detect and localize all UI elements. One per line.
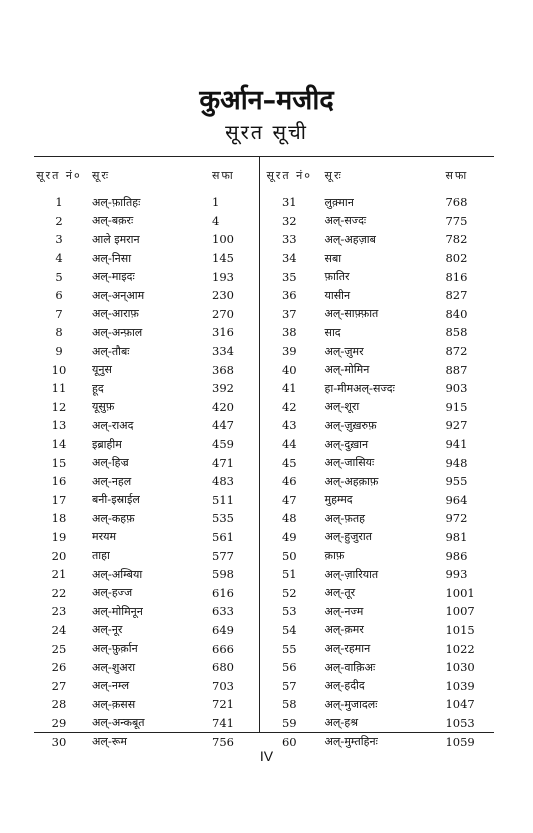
- table-row: [34, 546, 258, 565]
- surah-name: अल्-हिज्र: [92, 456, 129, 470]
- surah-page: 972: [445, 511, 468, 526]
- table-row: [34, 267, 258, 286]
- surah-name: अल्-रूम: [92, 735, 127, 749]
- surah-name: अल्-अहज़ाब: [324, 232, 376, 246]
- surah-name: अल्-अम्बिया: [92, 567, 143, 581]
- surah-page: 986: [445, 548, 468, 563]
- surah-page: 1022: [445, 641, 475, 656]
- surah-number: 34: [281, 251, 297, 266]
- table-row: [34, 286, 258, 305]
- surah-number: 52: [281, 585, 297, 600]
- header-name: सूरः: [324, 168, 343, 182]
- surah-page: 666: [212, 641, 234, 656]
- table-row: [34, 602, 258, 621]
- surah-name: अल्-फ़ुर्क़ान: [92, 642, 138, 656]
- surah-page: 703: [212, 678, 234, 693]
- surah-page: 483: [212, 474, 234, 489]
- surah-number: 59: [281, 715, 297, 730]
- page-title: कुर्आन–मजीद: [199, 85, 334, 116]
- surah-number: 41: [281, 381, 297, 396]
- surah-page: 802: [445, 251, 468, 266]
- surah-number: 58: [281, 697, 297, 712]
- surah-name: मुहम्मद: [324, 493, 353, 507]
- surah-name: अल्-बक़रः: [92, 214, 134, 228]
- surah-page: 447: [212, 418, 234, 433]
- surah-page: 616: [212, 585, 234, 600]
- surah-number: 50: [281, 548, 297, 563]
- surah-number: 9: [55, 344, 63, 359]
- surah-number: 38: [281, 325, 297, 340]
- surah-page: 392: [212, 381, 234, 396]
- table-row: [262, 360, 494, 379]
- table-row: [34, 416, 258, 435]
- table-row: [34, 639, 258, 658]
- table-row: [34, 323, 258, 342]
- surah-page: 334: [212, 344, 234, 359]
- header-page: सफा: [212, 168, 235, 182]
- surah-page: 577: [212, 548, 234, 563]
- table-row: [34, 714, 258, 733]
- header-gap: [262, 186, 494, 193]
- surah-number: 23: [51, 604, 67, 619]
- surah-number: 4: [55, 251, 63, 266]
- surah-name: अल्-हश्र: [324, 716, 358, 730]
- table-row: [262, 491, 494, 510]
- surah-page: 721: [212, 697, 234, 712]
- surah-number: 29: [51, 715, 67, 730]
- surah-name: आले इमरान: [92, 232, 140, 246]
- surah-number: 32: [281, 213, 297, 228]
- surah-number: 10: [51, 362, 67, 377]
- surah-name: अल्-रहमान: [324, 642, 371, 656]
- surah-page: 459: [212, 437, 234, 452]
- surah-number: 53: [281, 604, 297, 619]
- surah-number: 25: [51, 641, 67, 656]
- table-row: [34, 528, 258, 547]
- table-row: [262, 193, 494, 212]
- surah-page: 193: [212, 269, 234, 284]
- surah-number: 45: [281, 455, 297, 470]
- surah-number: 37: [281, 306, 297, 321]
- surah-name: बनी-इस्राईल: [92, 493, 140, 507]
- surah-number: 47: [281, 492, 297, 507]
- table-row: [262, 249, 494, 268]
- table-row: [262, 714, 494, 733]
- surah-page: 741: [212, 715, 234, 730]
- table-row: [262, 342, 494, 361]
- surah-page: 633: [212, 604, 234, 619]
- surah-name: यूसुफ़: [92, 400, 115, 414]
- surah-page: 145: [212, 251, 234, 266]
- surah-name: अल्-फ़तह: [324, 511, 365, 525]
- surah-page: 1007: [445, 604, 475, 619]
- surah-number: 26: [51, 660, 67, 675]
- table-row: [262, 639, 494, 658]
- surah-name: अल्-नज्म: [324, 604, 364, 618]
- surah-name: अल्-तौबः: [92, 344, 130, 358]
- surah-number: 14: [51, 437, 67, 452]
- surah-name: क़ाफ़: [324, 549, 345, 563]
- surah-name: अल्-ज़ुख़रुफ़: [324, 418, 377, 432]
- surah-name: अल्-तूर: [324, 586, 356, 600]
- surah-page: 1059: [445, 734, 475, 749]
- surah-name: अल्-फ़ातिहः: [92, 195, 141, 209]
- table-row: [34, 472, 258, 491]
- surah-name: अल्-ज़ुमर: [324, 344, 364, 358]
- surah-page: 1030: [445, 660, 475, 675]
- surah-name: अल्-मोमिन: [324, 363, 370, 377]
- table-row: [262, 398, 494, 417]
- table-row: [262, 305, 494, 324]
- table-row: [34, 621, 258, 640]
- surah-name: अल्-मुम्तहिनः: [324, 735, 378, 749]
- surah-page: 964: [445, 492, 468, 507]
- table-row: [262, 230, 494, 249]
- header-page: सफा: [445, 168, 469, 182]
- surah-page: 270: [212, 306, 234, 321]
- surah-number: 28: [51, 697, 67, 712]
- surah-page: 561: [212, 529, 234, 544]
- surah-number: 55: [281, 641, 297, 656]
- surah-name: लुक़्मान: [324, 195, 354, 209]
- index-table-left: [34, 164, 258, 751]
- surah-number: 36: [281, 288, 297, 303]
- page-number: IV: [259, 748, 274, 764]
- surah-name: अल्-नम्ल: [92, 679, 130, 693]
- table-row: [262, 267, 494, 286]
- surah-name: अल्-नूर: [92, 623, 123, 637]
- surah-name: सबा: [324, 251, 342, 265]
- surah-number: 19: [51, 529, 67, 544]
- table-header: [34, 164, 258, 186]
- surah-number: 54: [281, 622, 297, 637]
- surah-page: 981: [445, 529, 468, 544]
- surah-name: अल्-सज्दः: [324, 214, 367, 228]
- table-column-divider: [259, 156, 260, 732]
- surah-number: 46: [281, 474, 297, 489]
- surah-page: 816: [445, 269, 468, 284]
- surah-name: अल्-अन्कबूत: [92, 716, 145, 730]
- surah-page: 4: [212, 213, 220, 228]
- surah-name: अल्-मोमिनून: [92, 604, 143, 618]
- surah-number: 43: [281, 418, 297, 433]
- surah-page: 511: [212, 492, 234, 507]
- surah-page: 993: [445, 567, 468, 582]
- table-row: [34, 435, 258, 454]
- surah-name: अल्-शुअरा: [92, 660, 136, 674]
- surah-name: साद: [324, 325, 341, 339]
- table-row: [34, 453, 258, 472]
- index-table-right: [262, 164, 494, 751]
- header-gap: [34, 186, 258, 193]
- surah-name: ताहा: [92, 549, 110, 563]
- right-rows: [262, 193, 494, 751]
- surah-name: यूनुस: [92, 363, 112, 377]
- surah-number: 33: [281, 232, 297, 247]
- surah-page: 1039: [445, 678, 475, 693]
- table-row: [34, 491, 258, 510]
- surah-name: हूद: [92, 381, 104, 395]
- surah-page: 840: [445, 306, 468, 321]
- surah-number: 11: [51, 381, 67, 396]
- table-row: [262, 695, 494, 714]
- surah-page: 782: [445, 232, 468, 247]
- surah-name: अल्-कहफ़: [92, 511, 135, 525]
- surah-page: 775: [445, 213, 468, 228]
- table-row: [34, 249, 258, 268]
- table-row: [34, 509, 258, 528]
- surah-number: 13: [51, 418, 67, 433]
- surah-page: 1047: [445, 697, 475, 712]
- surah-number: 2: [55, 213, 63, 228]
- surah-page: 872: [445, 344, 468, 359]
- surah-number: 42: [281, 399, 297, 414]
- surah-page: 756: [212, 734, 234, 749]
- header-name: सूरः: [92, 168, 111, 182]
- surah-number: 7: [55, 306, 63, 321]
- surah-number: 48: [281, 511, 297, 526]
- surah-page: 680: [212, 660, 234, 675]
- table-header: [262, 164, 494, 186]
- table-row: [262, 286, 494, 305]
- surah-number: 3: [55, 232, 63, 247]
- surah-name: अल्-वाक़िअः: [324, 660, 376, 674]
- surah-number: 56: [281, 660, 297, 675]
- surah-name: अल्-हदीद: [324, 679, 365, 693]
- table-row: [262, 676, 494, 695]
- table-row: [34, 658, 258, 677]
- surah-number: 51: [281, 567, 297, 582]
- surah-page: 316: [212, 325, 234, 340]
- surah-number: 12: [51, 399, 67, 414]
- surah-page: 598: [212, 567, 234, 582]
- table-row: [34, 379, 258, 398]
- surah-number: 1: [55, 195, 63, 210]
- surah-number: 15: [51, 455, 67, 470]
- surah-name: अल्-माइदः: [92, 270, 135, 284]
- surah-name: अल्-शूरा: [324, 400, 360, 414]
- surah-page: 1001: [445, 585, 475, 600]
- table-row: [262, 435, 494, 454]
- table-row: [262, 379, 494, 398]
- surah-number: 60: [281, 734, 297, 749]
- table-row: [34, 695, 258, 714]
- table-row: [34, 583, 258, 602]
- surah-name: अल्-हुजुरात: [324, 530, 372, 544]
- table-row: [262, 658, 494, 677]
- table-row: [34, 193, 258, 212]
- table-row: [34, 342, 258, 361]
- surah-name: अल्-हज्ज: [92, 586, 133, 600]
- table-row: [262, 212, 494, 231]
- surah-number: 21: [51, 567, 67, 582]
- page-subtitle: सूरत सूची: [225, 120, 308, 144]
- header-number: सूरत नं०: [266, 168, 313, 182]
- table-row: [34, 360, 258, 379]
- surah-page: 649: [212, 622, 234, 637]
- surah-number: 35: [281, 269, 297, 284]
- surah-number: 31: [281, 195, 297, 210]
- surah-name: अल्-राअद: [92, 418, 134, 432]
- surah-name: यासीन: [324, 288, 351, 302]
- surah-name: अल्-क़मर: [324, 623, 364, 637]
- table-row: [262, 583, 494, 602]
- surah-page: 927: [445, 418, 468, 433]
- surah-number: 30: [51, 734, 67, 749]
- surah-number: 5: [55, 269, 63, 284]
- surah-name: मरयम: [92, 530, 117, 544]
- surah-page: 887: [445, 362, 468, 377]
- surah-page: 1: [212, 195, 220, 210]
- surah-page: 941: [445, 437, 468, 452]
- surah-name: अल्-दुख़ान: [324, 437, 369, 451]
- surah-page: 1053: [445, 715, 475, 730]
- surah-number: 40: [281, 362, 297, 377]
- surah-number: 8: [55, 325, 63, 340]
- surah-page: 858: [445, 325, 468, 340]
- surah-name: फ़ातिर: [324, 270, 350, 284]
- table-row: [262, 602, 494, 621]
- table-row: [262, 546, 494, 565]
- table-row: [34, 565, 258, 584]
- surah-page: 230: [212, 288, 234, 303]
- surah-page: 948: [445, 455, 468, 470]
- surah-number: 57: [281, 678, 297, 693]
- left-rows: [34, 193, 258, 751]
- surah-name: अल्-साफ़्फ़ात: [324, 307, 379, 321]
- surah-number: 39: [281, 344, 297, 359]
- surah-name: अल्-अन्आम: [92, 288, 145, 302]
- table-row: [262, 509, 494, 528]
- surah-number: 44: [281, 437, 297, 452]
- surah-name: अल्-अन्फ़ाल: [92, 325, 143, 339]
- table-row: [262, 565, 494, 584]
- surah-page: 903: [445, 381, 468, 396]
- table-row: [34, 305, 258, 324]
- surah-number: 24: [51, 622, 67, 637]
- surah-number: 18: [51, 511, 67, 526]
- surah-number: 16: [51, 474, 67, 489]
- surah-number: 27: [51, 678, 67, 693]
- surah-page: 100: [212, 232, 234, 247]
- surah-number: 49: [281, 529, 297, 544]
- header-number: सूरत नं०: [36, 168, 82, 182]
- surah-name: हा-मीमअल्-सज्दः: [324, 381, 395, 395]
- table-top-rule: [34, 156, 494, 157]
- surah-name: इब्राहीम: [92, 437, 122, 451]
- surah-name: अल्-निसा: [92, 251, 132, 265]
- surah-name: अल्-अहक़ाफ़: [324, 474, 379, 488]
- surah-page: 368: [212, 362, 234, 377]
- surah-page: 535: [212, 511, 234, 526]
- surah-page: 827: [445, 288, 468, 303]
- table-row: [262, 416, 494, 435]
- table-row: [34, 398, 258, 417]
- surah-name: अल्-आराफ़: [92, 307, 139, 321]
- table-row: [262, 621, 494, 640]
- surah-name: अल्-मुजादलः: [324, 697, 378, 711]
- table-row: [262, 453, 494, 472]
- surah-page: 1015: [445, 622, 475, 637]
- surah-name: अल्-ज़ारियात: [324, 567, 379, 581]
- surah-number: 22: [51, 585, 67, 600]
- table-row: [34, 230, 258, 249]
- surah-page: 420: [212, 399, 234, 414]
- surah-page: 471: [212, 455, 234, 470]
- table-row: [262, 472, 494, 491]
- surah-page: 768: [445, 195, 468, 210]
- surah-number: 6: [55, 288, 63, 303]
- table-row: [34, 676, 258, 695]
- table-row: [262, 323, 494, 342]
- surah-number: 20: [51, 548, 67, 563]
- surah-page: 955: [445, 474, 468, 489]
- surah-name: अल्-जासियः: [324, 456, 375, 470]
- surah-number: 17: [51, 492, 67, 507]
- surah-page: 915: [445, 399, 468, 414]
- table-row: [34, 212, 258, 231]
- surah-name: अल्-नहल: [92, 474, 132, 488]
- table-row: [262, 528, 494, 547]
- surah-name: अल्-क़सस: [92, 697, 136, 711]
